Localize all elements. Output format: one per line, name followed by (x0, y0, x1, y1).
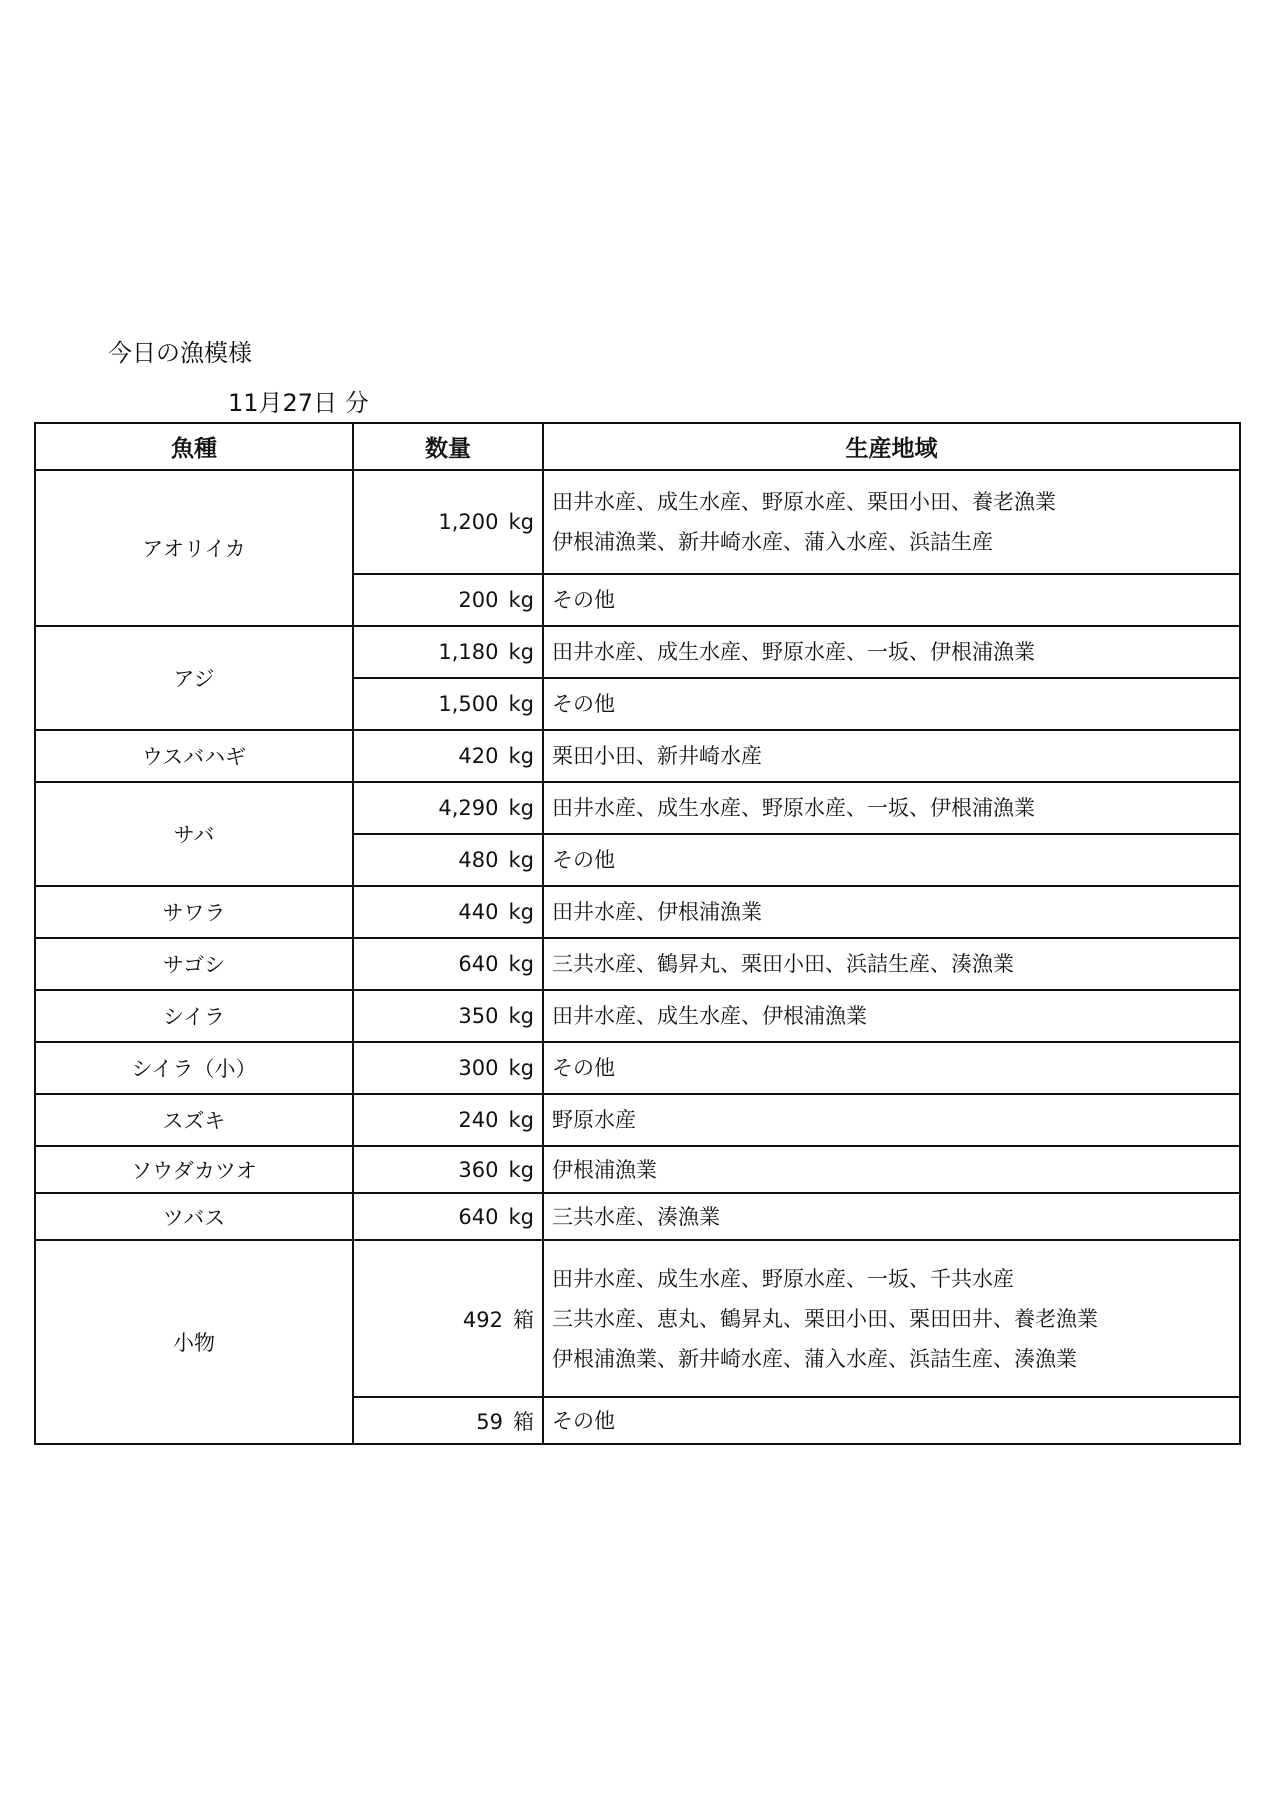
quantity-unit: kg (508, 848, 534, 872)
quantity-value: 1,180 (438, 640, 499, 664)
quantity-cell (353, 1397, 543, 1444)
fish-name-cell: サワラ (35, 886, 353, 938)
catch-table (34, 422, 1241, 1445)
area-line: 田井水産、成生水産、野原水産、一坂、伊根浦漁業 (552, 640, 1035, 664)
area-line: その他 (552, 1408, 615, 1433)
area-cell (543, 990, 1240, 1042)
quantity-value: 420 (458, 744, 499, 768)
quantity-value: 240 (458, 1108, 499, 1132)
quantity-cell (353, 1240, 543, 1397)
area-cell (543, 1146, 1240, 1193)
quantity-cell (353, 834, 543, 886)
header-fish: 魚種 (35, 423, 353, 470)
quantity-value: 640 (458, 952, 499, 976)
fish-name-cell: 小物 (35, 1240, 353, 1444)
area-line: 伊根浦漁業 (552, 1157, 657, 1182)
table-row (35, 730, 1240, 782)
area-line: その他 (552, 848, 615, 872)
quantity-unit: kg (508, 900, 534, 924)
quantity-value: 300 (458, 1056, 499, 1080)
table-row (35, 938, 1240, 990)
fish-name-cell: サバ (35, 782, 353, 886)
area-line: 伊根浦漁業、新井崎水産、蒲入水産、浜詰生産、湊漁業 (552, 1346, 1077, 1371)
header-quantity: 数量 (353, 423, 543, 470)
fish-name-cell: スズキ (35, 1094, 353, 1146)
fish-name-cell: サゴシ (35, 938, 353, 990)
quantity-cell (353, 886, 543, 938)
quantity-cell (353, 1146, 543, 1193)
quantity-value: 480 (458, 848, 499, 872)
page-title: 今日の漁模様 (108, 339, 252, 367)
area-line: 栗田小田、新井崎水産 (552, 744, 762, 768)
area-line: 田井水産、成生水産、野原水産、一坂、千共水産 (552, 1266, 1014, 1291)
quantity-cell (353, 938, 543, 990)
area-line: 三共水産、鶴昇丸、栗田小田、浜詰生産、湊漁業 (552, 952, 1014, 976)
quantity-unit: kg (508, 1157, 534, 1182)
area-line: その他 (552, 588, 615, 612)
quantity-cell (353, 1193, 543, 1240)
area-cell (543, 886, 1240, 938)
area-line: 野原水産 (552, 1108, 636, 1132)
quantity-unit: kg (508, 640, 534, 664)
quantity-value: 4,290 (438, 796, 499, 820)
fish-name-cell: ツバス (35, 1193, 353, 1240)
quantity-value: 1,500 (438, 692, 499, 716)
table-row (35, 1094, 1240, 1146)
quantity-value: 440 (458, 900, 499, 924)
area-line: 三共水産、恵丸、鶴昇丸、栗田小田、栗田田井、養老漁業 (552, 1306, 1098, 1331)
table-body (35, 470, 1240, 1444)
table-row (35, 990, 1240, 1042)
quantity-unit: 箱 (513, 1409, 534, 1434)
area-cell (543, 1094, 1240, 1146)
quantity-unit: kg (508, 1108, 534, 1132)
fish-name-cell: シイラ（小） (35, 1042, 353, 1094)
fish-name-cell: ソウダカツオ (35, 1146, 353, 1193)
quantity-unit: kg (508, 744, 534, 768)
quantity-value: 360 (458, 1157, 499, 1182)
quantity-value: 1,200 (438, 510, 499, 534)
quantity-unit: 箱 (513, 1307, 534, 1332)
table-row (35, 1146, 1240, 1193)
quantity-unit: kg (508, 1204, 534, 1229)
table-row (35, 470, 1240, 574)
area-line: その他 (552, 1056, 615, 1080)
quantity-value: 59 (476, 1409, 503, 1434)
quantity-cell (353, 1094, 543, 1146)
quantity-value: 200 (458, 588, 499, 612)
area-cell (543, 782, 1240, 834)
area-cell (543, 1397, 1240, 1444)
table-row (35, 1193, 1240, 1240)
quantity-cell (353, 730, 543, 782)
area-line: 三共水産、湊漁業 (552, 1204, 720, 1229)
fish-name-cell: シイラ (35, 990, 353, 1042)
area-line: 田井水産、成生水産、伊根浦漁業 (552, 1004, 867, 1028)
quantity-unit: kg (508, 1004, 534, 1028)
area-cell (543, 678, 1240, 730)
table-row (35, 886, 1240, 938)
header-area: 生産地域 (543, 423, 1240, 470)
area-cell (543, 574, 1240, 626)
table-header-row (35, 423, 1240, 470)
fish-name-cell: アジ (35, 626, 353, 730)
table-row (35, 782, 1240, 834)
area-line: 田井水産、成生水産、野原水産、栗田小田、養老漁業 (552, 490, 1056, 514)
quantity-unit: kg (508, 510, 534, 534)
quantity-unit: kg (508, 692, 534, 716)
area-cell (543, 470, 1240, 574)
table-row (35, 626, 1240, 678)
quantity-value: 640 (458, 1204, 499, 1229)
area-line: 田井水産、成生水産、野原水産、一坂、伊根浦漁業 (552, 796, 1035, 820)
quantity-cell (353, 678, 543, 730)
area-cell (543, 730, 1240, 782)
area-cell (543, 626, 1240, 678)
quantity-cell (353, 470, 543, 574)
fish-name-cell: ウスバハギ (35, 730, 353, 782)
area-cell (543, 938, 1240, 990)
fish-name-cell: アオリイカ (35, 470, 353, 626)
quantity-cell (353, 626, 543, 678)
area-line: その他 (552, 692, 615, 716)
quantity-value: 492 (462, 1307, 503, 1332)
area-cell (543, 1240, 1240, 1397)
quantity-cell (353, 574, 543, 626)
area-cell (543, 1042, 1240, 1094)
quantity-value: 350 (458, 1004, 499, 1028)
quantity-unit: kg (508, 1056, 534, 1080)
quantity-cell (353, 782, 543, 834)
report-date: 11月27日 分 (228, 389, 369, 417)
area-cell (543, 834, 1240, 886)
area-cell (543, 1193, 1240, 1240)
area-line: 田井水産、伊根浦漁業 (552, 900, 762, 924)
quantity-unit: kg (508, 796, 534, 820)
table-row (35, 1240, 1240, 1397)
quantity-unit: kg (508, 588, 534, 612)
area-line: 伊根浦漁業、新井崎水産、蒲入水産、浜詰生産 (552, 530, 993, 554)
table-row (35, 1042, 1240, 1094)
quantity-unit: kg (508, 952, 534, 976)
quantity-cell (353, 990, 543, 1042)
quantity-cell (353, 1042, 543, 1094)
